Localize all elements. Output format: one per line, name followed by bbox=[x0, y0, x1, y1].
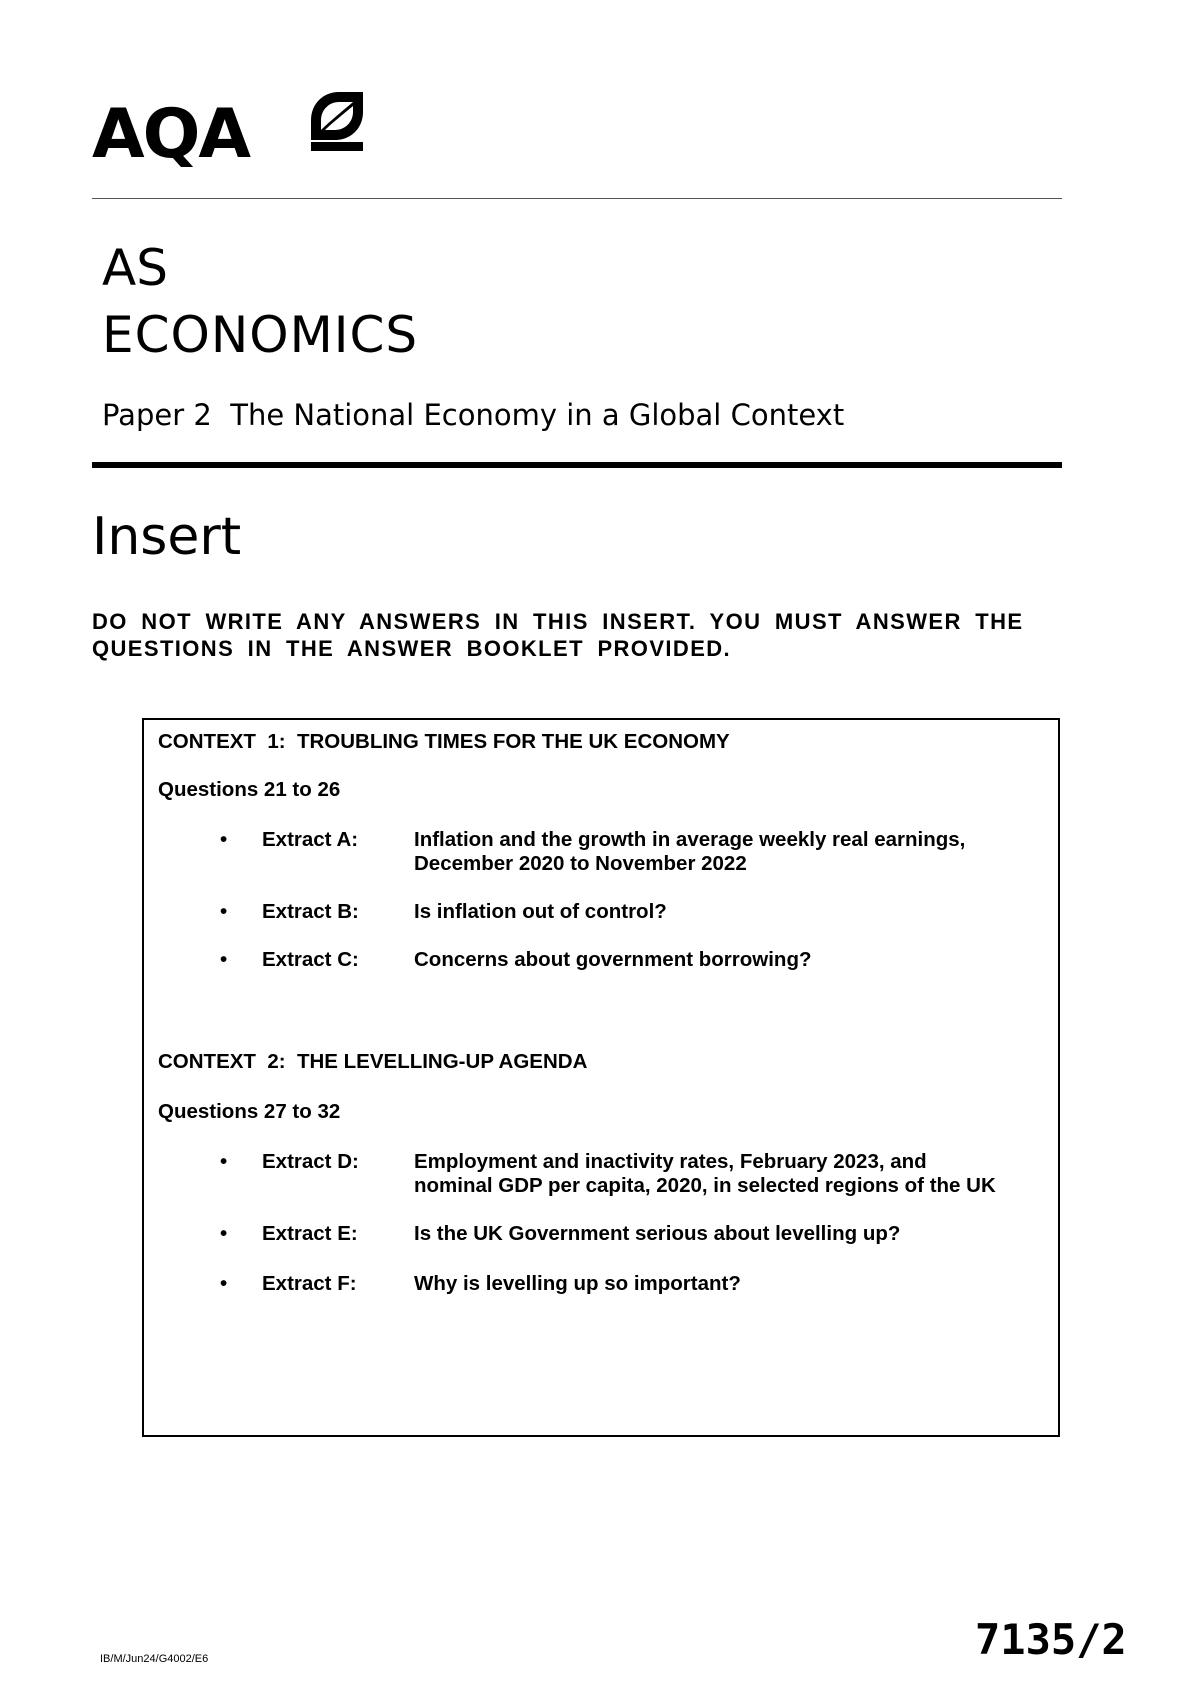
bullet-icon: • bbox=[220, 948, 228, 971]
bullet-icon: • bbox=[220, 828, 228, 851]
paper-code: 7135/2 bbox=[975, 1615, 1127, 1664]
title-divider bbox=[92, 462, 1062, 468]
extract-description-line: December 2020 to November 2022 bbox=[414, 852, 747, 875]
contexts-panel bbox=[142, 718, 1060, 1437]
header-divider bbox=[92, 198, 1062, 199]
logo-wordmark: AQA bbox=[92, 95, 250, 174]
extract-label: Extract A: bbox=[262, 828, 359, 851]
extract-description: Is the UK Government serious about levelling up? bbox=[414, 1222, 901, 1245]
subject-title: ECONOMICS bbox=[102, 306, 419, 364]
bullet-icon: • bbox=[220, 1272, 228, 1295]
extract-label: Extract D: bbox=[262, 1150, 359, 1173]
instruction-warning: DO NOT WRITE ANY ANSWERS IN THIS INSERT. YOU MUST ANSWER THE QUESTIONS IN THE ANSWER BOOKLET PROVIDED. bbox=[92, 609, 1024, 661]
extract-label: Extract C: bbox=[262, 948, 359, 971]
extract-description: Is inflation out of control? bbox=[414, 900, 667, 923]
extract-label: Extract E: bbox=[262, 1222, 358, 1245]
extract-description: Why is levelling up so important? bbox=[414, 1272, 741, 1295]
document-title: Insert bbox=[92, 507, 242, 567]
bullet-icon: • bbox=[220, 1222, 228, 1245]
extract-description-line: Inflation and the growth in average weekly real earnings, bbox=[414, 828, 966, 851]
extract-description bbox=[414, 828, 1054, 876]
context-2-questions: Questions 27 to 32 bbox=[158, 1100, 341, 1123]
paper-title: Paper 2 The National Economy in a Global Context bbox=[102, 398, 845, 432]
extract-label: Extract B: bbox=[262, 900, 359, 923]
extract-description-line: Employment and inactivity rates, February 2023, and bbox=[414, 1150, 927, 1173]
extract-description bbox=[414, 1150, 1054, 1198]
context-1-heading: CONTEXT 1: TROUBLING TIMES FOR THE UK ECONOMY bbox=[158, 730, 730, 753]
extract-label: Extract F: bbox=[262, 1272, 357, 1295]
context-2-heading: CONTEXT 2: THE LEVELLING-UP AGENDA bbox=[158, 1050, 588, 1073]
document-reference: IB/M/Jun24/G4002/E6 bbox=[100, 1653, 209, 1665]
bullet-icon: • bbox=[220, 900, 228, 923]
qualification-level: AS bbox=[102, 239, 168, 297]
extract-description-line: nominal GDP per capita, 2020, in selected regions of the UK bbox=[414, 1174, 996, 1197]
context-1-questions: Questions 21 to 26 bbox=[158, 778, 341, 801]
leaf-logo-icon bbox=[307, 90, 367, 152]
extract-description: Concerns about government borrowing? bbox=[414, 948, 812, 971]
bullet-icon: • bbox=[220, 1150, 228, 1173]
